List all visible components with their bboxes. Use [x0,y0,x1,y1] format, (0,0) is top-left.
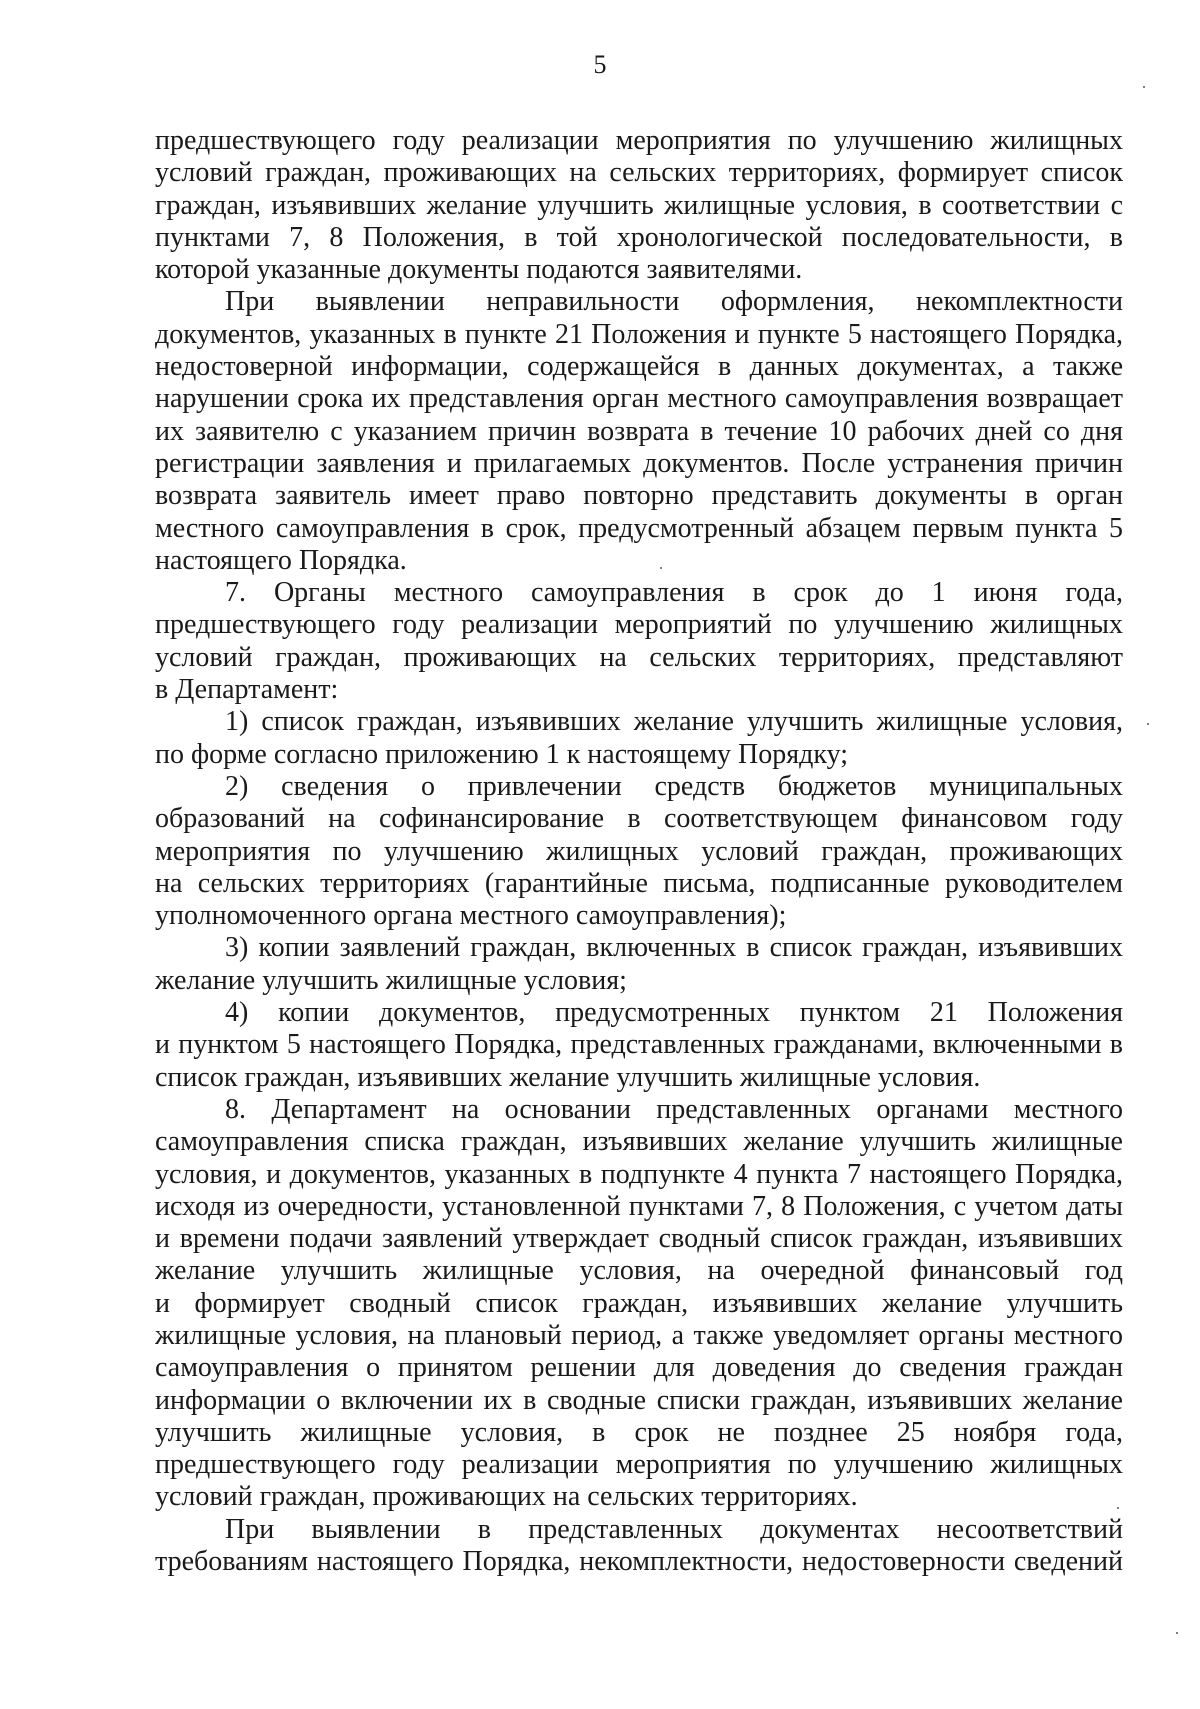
text-line: 4) копии документов, предусмотренных пунктом 21 Положения [225,997,1123,1029]
text-line: и пунктом 5 настоящего Порядка, представленных гражданами, включенными в [155,1029,1123,1061]
scan-speck [1147,723,1149,725]
text-line: условия, и документов, указанных в подпункте 4 пункта 7 настоящего Порядка, [155,1158,1123,1190]
text-line: уполномоченного органа местного самоуправления); [155,900,787,932]
text-line: При выявлении в представленных документах несоответствий [225,1513,1123,1545]
text-line: образований на софинансирование в соответствующем финансовом году [155,803,1123,835]
text-line: предшествующего году реализации мероприятий по улучшению жилищных [155,609,1123,641]
text-line: недостоверной информации, содержащейся в данных документах, а также [155,351,1123,383]
page-number: 5 [593,50,607,79]
text-line: возврата заявитель имеет право повторно представить документы в орган [155,480,1123,512]
text-line: настоящего Порядка. [155,544,407,576]
text-line: граждан, изъявивших желание улучшить жилищные условия, в соответствии с [155,189,1123,221]
text-line: их заявителю с указанием причин возврата в течение 10 рабочих дней со дня [155,415,1123,447]
text-line: мероприятия по улучшению жилищных условий граждан, проживающих [155,835,1123,867]
text-line: условий граждан, проживающих на сельских территориях. [155,1481,858,1513]
text-line: список граждан, изъявивших желание улучшить жилищные условия. [155,1061,981,1093]
text-line: желание улучшить жилищные условия, на очередной финансовый год [155,1255,1123,1287]
text-line: регистрации заявления и прилагаемых документов. После устранения причин [155,447,1123,479]
text-line: самоуправления о принятом решении для доведения до сведения граждан [155,1352,1123,1384]
scan-speck [1117,1507,1119,1509]
text-line: и формирует сводный список граждан, изъявивших желание улучшить [155,1287,1123,1319]
scan-speck [1143,86,1145,88]
text-line: нарушении срока их представления орган местного самоуправления возвращает [155,383,1123,415]
text-line: предшествующего году реализации мероприятия по улучшению жилищных [155,1449,1123,1481]
text-line: 3) копии заявлений граждан, включенных в список граждан, изъявивших [225,932,1123,964]
scan-speck [1176,1632,1178,1634]
text-line: жилищные условия, на плановый период, а также уведомляет органы местного [155,1319,1123,1351]
text-line: При выявлении неправильности оформления, некомплектности [225,286,1123,318]
text-line: по форме согласно приложению 1 к настоящему Порядку; [155,738,849,770]
text-line: 2) сведения о привлечении средств бюджетов муниципальных [225,770,1123,802]
text-line: предшествующего году реализации мероприятия по улучшению жилищных [155,125,1123,156]
text-line: самоуправления списка граждан, изъявивших желание улучшить жилищные [155,1126,1123,1158]
text-line: документов, указанных в пункте 21 Положения и пункте 5 настоящего Порядка, [155,318,1123,350]
text-line: условий граждан, проживающих на сельских территориях, формирует список [155,157,1123,189]
scan-speck [660,567,662,569]
text-line: в Департамент: [155,674,339,706]
text-line: условий граждан, проживающих на сельских территориях, представляют [155,641,1123,673]
text-line: исходя из очередности, установленной пунктами 7, 8 Положения, с учетом даты [155,1190,1123,1222]
text-line: 1) список граждан, изъявивших желание улучшить жилищные условия, [225,706,1123,738]
text-line: желание улучшить жилищные условия; [155,964,627,996]
text-line: информации о включении их в сводные списки граждан, изъявивших желание [155,1384,1123,1416]
text-line: улучшить жилищные условия, в срок не позднее 25 ноября года, [155,1416,1123,1448]
text-line: и времени подачи заявлений утверждает сводный список граждан, изъявивших [155,1223,1123,1255]
text-line: которой указанные документы подаются заявителями. [155,254,803,286]
text-line: 7. Органы местного самоуправления в срок до 1 июня года, [225,577,1123,609]
text-line: на сельских территориях (гарантийные письма, подписанные руководителем [155,867,1123,899]
text-line: пунктами 7, 8 Положения, в той хронологической последовательности, в [155,221,1123,253]
document-body [155,125,1123,1578]
text-line: местного самоуправления в срок, предусмотренный абзацем первым пункта 5 [155,512,1123,544]
text-line: требованиям настоящего Порядка, некомплектности, недостоверности сведений [155,1546,1123,1578]
text-line: 8. Департамент на основании представленных органами местного [225,1093,1123,1125]
